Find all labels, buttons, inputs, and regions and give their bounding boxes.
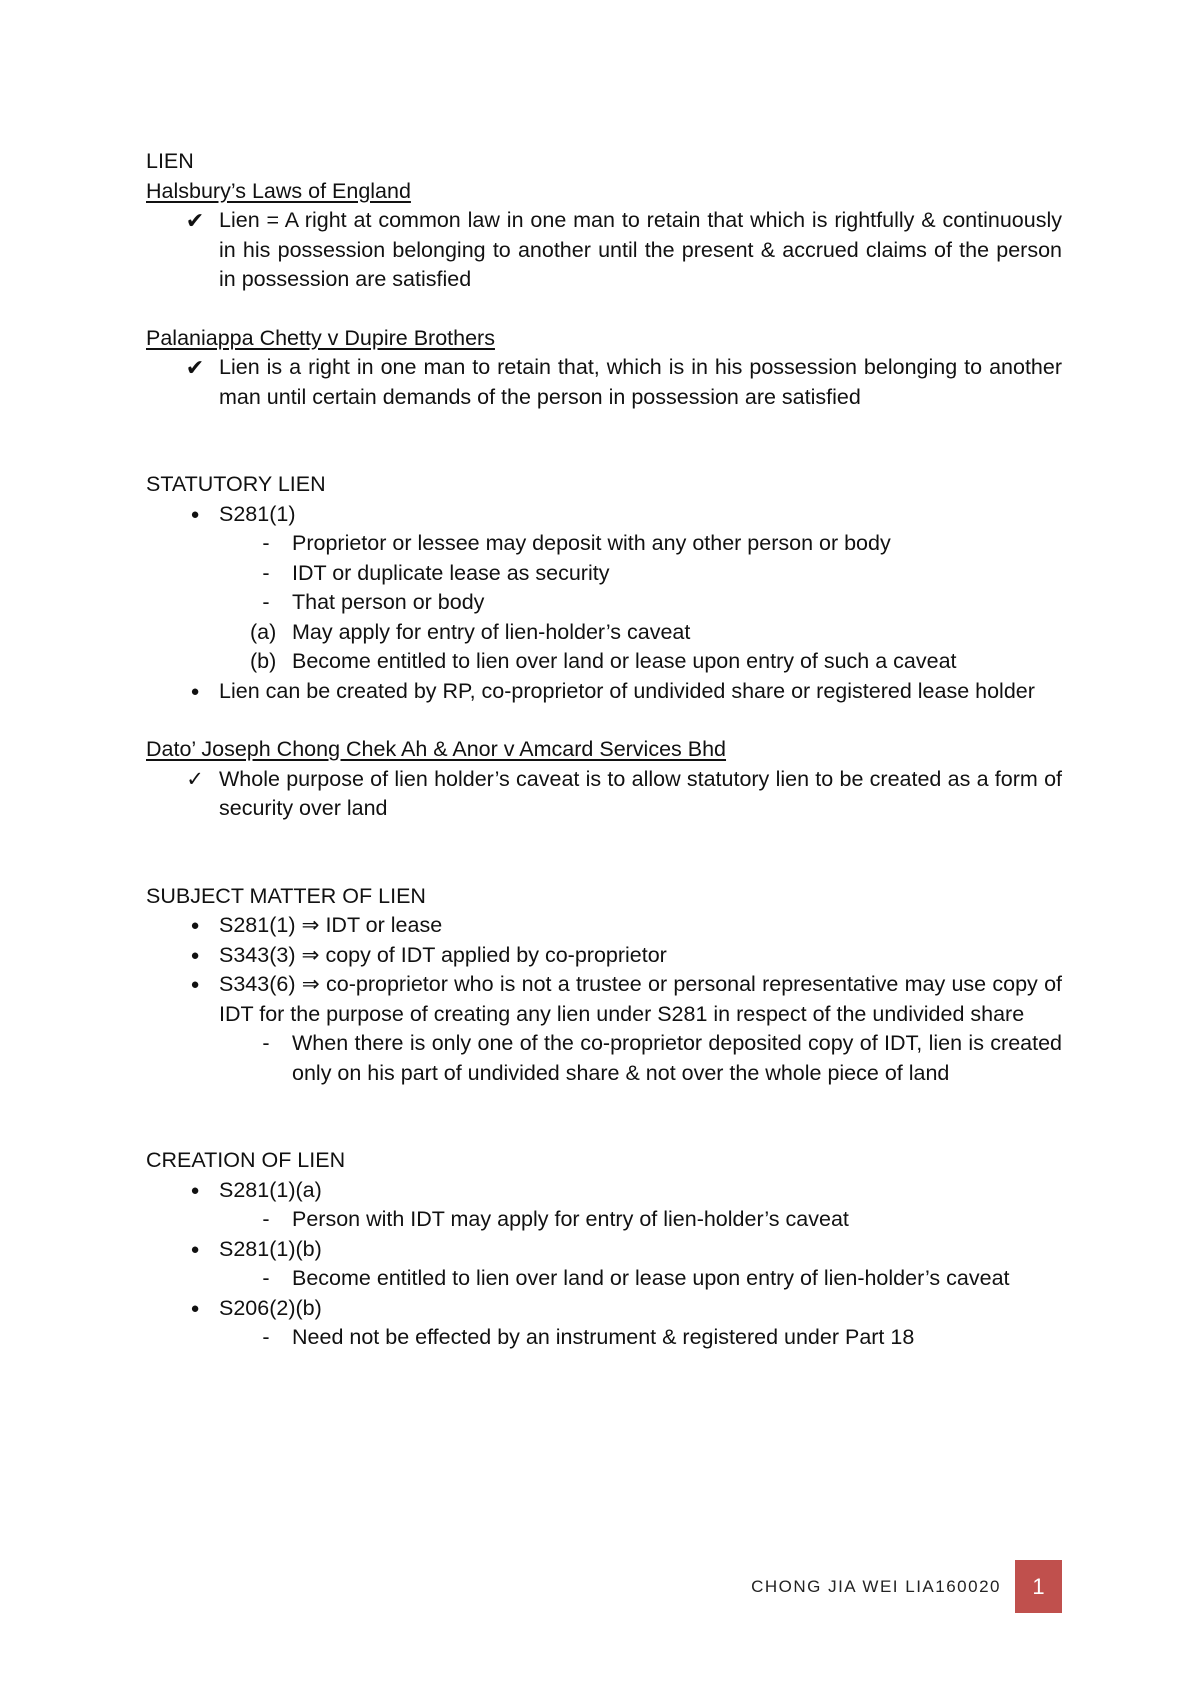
page-number-badge: 1 <box>1015 1560 1062 1613</box>
dash-icon: - <box>262 1207 270 1231</box>
sub-item-text: Person with IDT may apply for entry of lien-holder’s caveat <box>292 1207 849 1231</box>
sub-item-text: When there is only one of the co-proprietor deposited copy of IDT, lien is created only on his part of undivided share & not over the whole piece of land <box>292 1031 1062 1085</box>
check-item <box>146 206 1062 295</box>
bullet-item <box>146 970 1062 1029</box>
lettered-item-text: May apply for entry of lien-holder’s caveat <box>292 619 691 644</box>
sub-item-text: Become entitled to lien over land or lease upon entry of lien-holder’s caveat <box>292 1266 1010 1290</box>
footer-author: CHONG JIA WEI LIA160020 <box>751 1576 1001 1596</box>
case-title-dato-joseph-chong: Dato’ Joseph Chong Chek Ah & Anor v Amcard Services Bhd <box>146 737 727 761</box>
document-body <box>146 147 1062 1353</box>
check-item <box>146 765 1062 824</box>
bullet-item-text: S343(3) ⇒ copy of IDT applied by co-proprietor <box>219 942 667 967</box>
bullet-item <box>146 1235 1062 1265</box>
check-mark-icon: ✔ <box>185 355 205 380</box>
sub-item-text: Need not be effected by an instrument & registered under Part 18 <box>292 1325 915 1349</box>
bullet-dot-icon: ● <box>190 1240 200 1258</box>
bullet-item-text: S343(6) ⇒ co-proprietor who is not a trustee or personal representative may use copy of IDT for the purpose of creating any lien under S281 in respect of the undivided share <box>219 972 1062 1026</box>
lettered-item-label: (a) <box>250 619 277 644</box>
check-item-text: Lien is a right in one man to retain that, which is in his possession belonging to another man until certain demands of the person in possession are satisfied <box>219 355 1062 409</box>
bullet-dot-icon: ● <box>190 976 200 993</box>
dash-icon: - <box>262 1325 270 1349</box>
lettered-item <box>146 618 1062 648</box>
lettered-item <box>146 647 1062 677</box>
bullet-item <box>146 911 1062 941</box>
check-item-text: Whole purpose of lien holder’s caveat is to allow statutory lien to be created as a form of security over land <box>219 766 1062 820</box>
sub-item-text: Proprietor or lessee may deposit with any other person or body <box>292 531 891 555</box>
section-heading-creation: CREATION OF LIEN <box>146 1148 346 1172</box>
bullet-item-text: S281(1) <box>219 501 296 526</box>
bullet-item-text: S281(1)(a) <box>219 1177 322 1202</box>
bullet-item <box>146 941 1062 971</box>
sub-item <box>146 1205 1062 1235</box>
check-item <box>146 353 1062 412</box>
dash-icon: - <box>262 590 270 614</box>
bullet-item-text: S281(1) ⇒ IDT or lease <box>219 913 443 937</box>
check-mark-icon: ✓ <box>186 767 204 791</box>
dash-icon: - <box>262 1031 270 1055</box>
bullet-dot-icon: ● <box>190 946 200 964</box>
sub-item <box>146 1323 1062 1353</box>
section-heading-subject-matter: SUBJECT MATTER OF LIEN <box>146 883 426 908</box>
bullet-dot-icon: ● <box>190 682 200 700</box>
bullet-dot-icon: ● <box>190 917 200 934</box>
bullet-item <box>146 500 1062 530</box>
check-item-text: Lien = A right at common law in one man to retain that which is rightfully & continuously in his possession belonging to another until the present & accrued claims of the person in possession are satisfied <box>219 208 1062 291</box>
bullet-item <box>146 1176 1062 1206</box>
dash-icon: - <box>262 560 270 585</box>
section-heading-lien: LIEN <box>146 149 194 173</box>
sub-item <box>146 588 1062 618</box>
bullet-item <box>146 677 1062 707</box>
sub-item-text: IDT or duplicate lease as security <box>292 560 610 585</box>
bullet-item-text: S281(1)(b) <box>219 1236 322 1261</box>
bullet-item-text: Lien can be created by RP, co-proprietor of undivided share or registered lease holder <box>219 678 1035 703</box>
bullet-dot-icon: ● <box>190 505 200 523</box>
sub-item-text: That person or body <box>292 590 485 614</box>
bullet-dot-icon: ● <box>190 1181 200 1199</box>
dash-icon: - <box>262 531 270 555</box>
bullet-item-text: S206(2)(b) <box>219 1295 322 1320</box>
dash-icon: - <box>262 1266 270 1290</box>
sub-item <box>146 559 1062 589</box>
bullet-item <box>146 1294 1062 1324</box>
sub-item <box>146 1264 1062 1294</box>
sub-item <box>146 1029 1062 1088</box>
bullet-dot-icon: ● <box>190 1299 200 1317</box>
check-mark-icon: ✔ <box>185 208 205 233</box>
sub-item <box>146 529 1062 559</box>
case-title-halsbury: Halsbury’s Laws of England <box>146 178 411 203</box>
lettered-item-text: Become entitled to lien over land or lease upon entry of such a caveat <box>292 649 957 673</box>
page-footer <box>751 1560 1062 1613</box>
case-title-palaniappa: Palaniappa Chetty v Dupire Brothers <box>146 325 495 350</box>
section-heading-statutory-lien: STATUTORY LIEN <box>146 472 326 496</box>
lettered-item-label: (b) <box>250 649 277 673</box>
